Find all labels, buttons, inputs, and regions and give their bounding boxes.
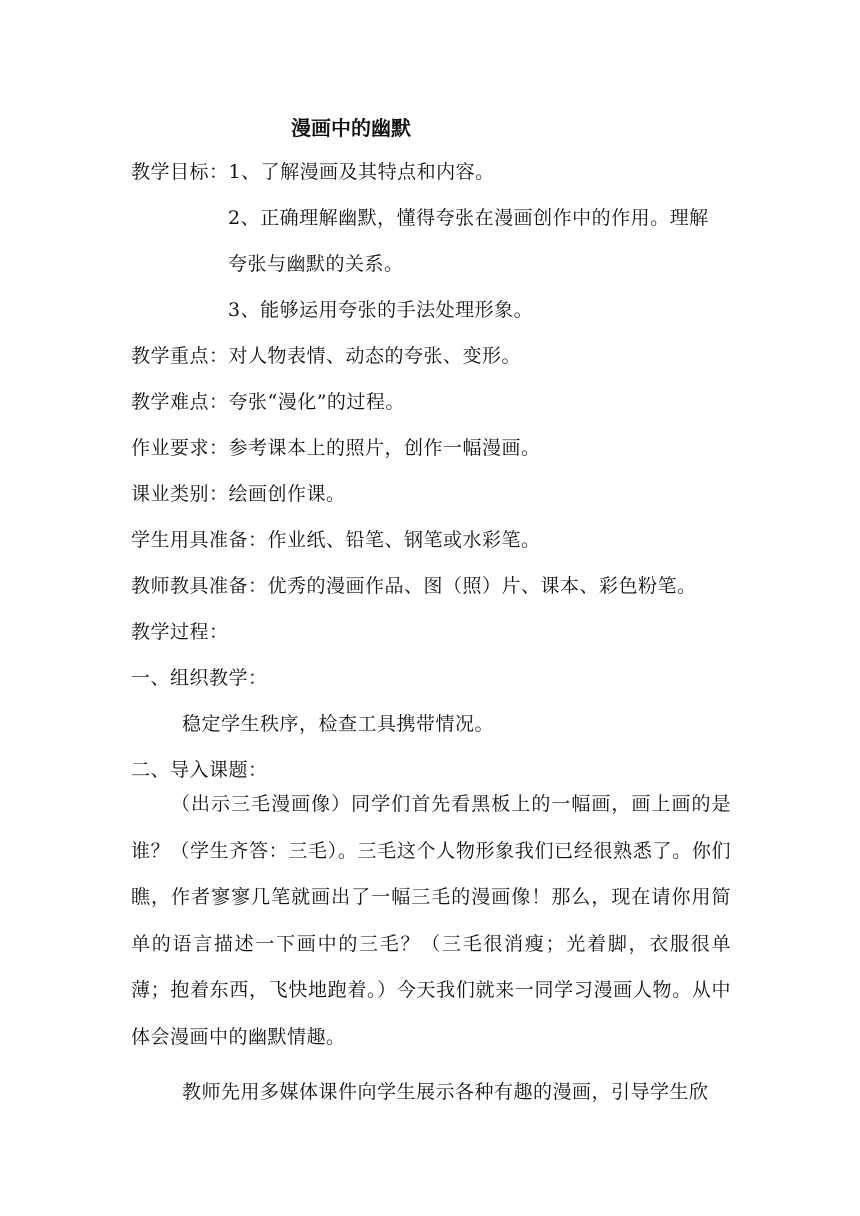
key-point: 教学重点：对人物表情、动态的夸张、变形。 (131, 345, 522, 367)
homework-requirement: 作业要求：参考课本上的照片，创作一幅漫画。 (131, 437, 541, 459)
section-2-paragraph-2: 教师先用多媒体课件向学生展示各种有趣的漫画，引导学生欣 (182, 1081, 709, 1103)
student-tools: 学生用具准备：作业纸、铅笔、钢笔或水彩笔。 (131, 529, 541, 551)
process-heading: 教学过程： (131, 621, 229, 643)
difficulty: 教学难点：夸张“漫化”的过程。 (131, 391, 405, 413)
objectives-label: 教学目标： (131, 161, 229, 183)
objectives-first-line (131, 160, 495, 184)
document-title: 漫画中的幽默 (291, 116, 411, 140)
section-1-heading: 一、组织教学： (131, 667, 268, 689)
objective-item-2-line-1: 2、正确理解幽默，懂得夸张在漫画创作中的作用。理解 (228, 207, 709, 229)
section-2-heading: 二、导入课题： (131, 759, 268, 781)
lesson-type: 课业类别：绘画创作课。 (131, 483, 346, 505)
objective-item-3: 3、能够运用夸张的手法处理形象。 (228, 299, 534, 321)
section-2-paragraph-1: （出示三毛漫画像）同学们首先看黑板上的一幅画，画上画的是谁？（学生齐答：三毛）。三毛这个人物形象我们已经很熟悉了。你们瞧，作者寥寥几笔就画出了一幅三毛的漫画像！那么，现在请你用简单的语言描述一下画中的三毛？（三毛很消瘦；光着脚，衣服很单薄；抱着东西，飞快地跑着。）今天我们就来一同学习漫画人物。从中体会漫画中的幽默情趣。 (131, 793, 731, 1048)
objective-item-1: 1、了解漫画及其特点和内容。 (228, 161, 495, 183)
section-1-body: 稳定学生秩序，检查工具携带情况。 (182, 713, 495, 735)
teacher-tools: 教师教具准备：优秀的漫画作品、图（照）片、课本、彩色粉笔。 (131, 575, 697, 597)
objective-item-2-line-2: 夸张与幽默的关系。 (228, 253, 404, 275)
